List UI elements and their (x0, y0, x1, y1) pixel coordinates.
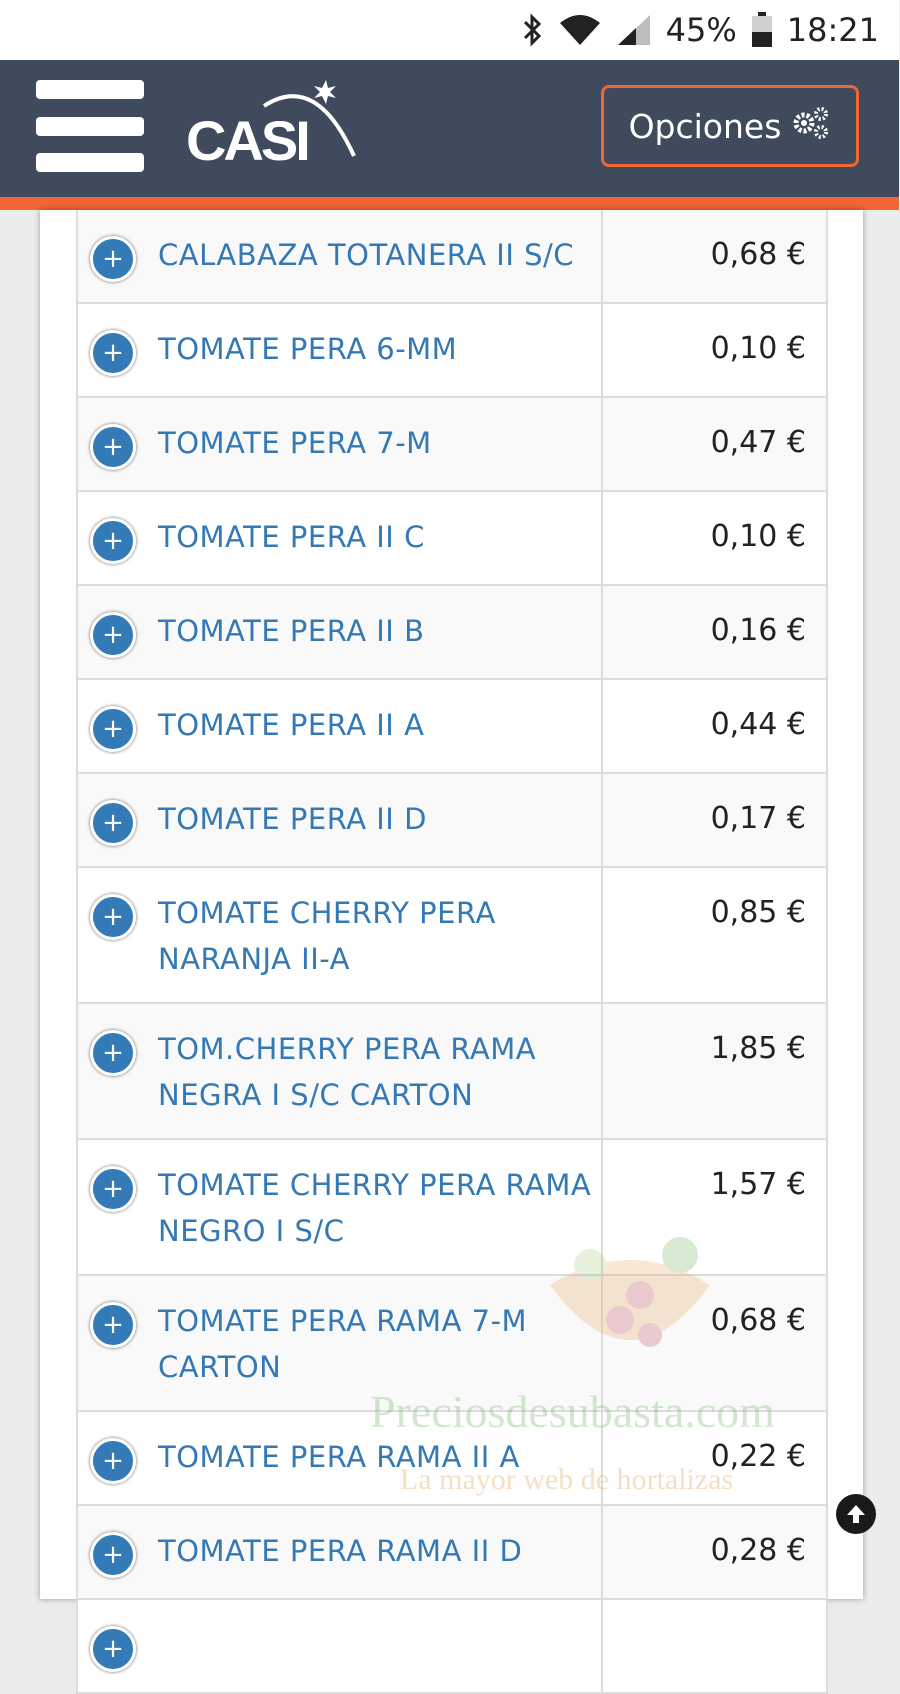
expand-plus-icon[interactable]: + (90, 1302, 136, 1348)
product-cell (78, 1004, 603, 1138)
hamburger-icon (36, 80, 144, 99)
product-cell (78, 1412, 603, 1504)
product-price: 1,57 € (710, 1167, 806, 1202)
product-name[interactable]: TOMATE PERA RAMA II A (158, 1440, 520, 1474)
table-row[interactable] (78, 492, 826, 586)
expand-plus-icon[interactable]: + (90, 1166, 136, 1212)
clock: 18:21 (786, 11, 879, 49)
table-row[interactable] (78, 304, 826, 398)
watermark-site: Preciosdesubasta.com (370, 1386, 775, 1437)
product-cell (78, 1600, 603, 1692)
product-cell (78, 398, 603, 490)
price-card (40, 210, 863, 1664)
menu-button[interactable] (36, 80, 144, 172)
status-bar (0, 0, 899, 60)
product-name[interactable]: TOMATE PERA II C (158, 520, 425, 554)
product-price: 0,68 € (710, 237, 806, 272)
battery-icon (751, 12, 773, 48)
product-cell (78, 1276, 603, 1410)
price-table (76, 210, 828, 1694)
product-price: 0,47 € (710, 425, 806, 460)
product-price: 0,10 € (710, 331, 806, 366)
expand-plus-icon[interactable]: + (90, 330, 136, 376)
table-row[interactable] (78, 586, 826, 680)
table-row[interactable] (78, 1004, 826, 1140)
product-price: 0,16 € (710, 613, 806, 648)
product-price: 0,10 € (710, 519, 806, 554)
header-accent-stripe (0, 197, 899, 210)
expand-plus-icon[interactable]: + (90, 894, 136, 940)
product-cell (78, 586, 603, 678)
product-price: 0,68 € (710, 1303, 806, 1338)
expand-plus-icon[interactable]: + (90, 1532, 136, 1578)
expand-plus-icon[interactable]: + (90, 706, 136, 752)
table-row[interactable] (78, 774, 826, 868)
table-row[interactable] (78, 1506, 826, 1600)
product-name[interactable]: CALABAZA TOTANERA II S/C (158, 238, 575, 272)
arrow-up-circle-icon (844, 1502, 868, 1526)
expand-plus-icon[interactable]: + (90, 1626, 136, 1672)
watermark-tagline: La mayor web de hortalizas (400, 1463, 734, 1496)
expand-plus-icon[interactable]: + (90, 518, 136, 564)
casi-logo[interactable] (186, 78, 366, 170)
product-cell (78, 304, 603, 396)
product-name[interactable]: TOMATE PERA RAMA II D (158, 1534, 523, 1568)
product-price: 0,17 € (710, 801, 806, 836)
product-cell (78, 680, 603, 772)
expand-plus-icon[interactable]: + (90, 236, 136, 282)
gears-icon (791, 105, 831, 147)
product-price: 0,28 € (710, 1533, 806, 1568)
product-name[interactable]: TOMATE PERA II B (158, 614, 425, 648)
product-price: 0,44 € (710, 707, 806, 742)
table-row[interactable] (78, 210, 826, 304)
product-name[interactable]: TOMATE CHERRY PERA RAMA NEGRO I S/C (158, 1168, 592, 1248)
table-row[interactable] (78, 1412, 826, 1506)
expand-plus-icon[interactable]: + (90, 800, 136, 846)
product-cell (78, 868, 603, 1002)
product-cell (78, 1506, 603, 1598)
table-row[interactable] (78, 1276, 826, 1412)
options-button[interactable] (601, 85, 859, 167)
table-row[interactable] (78, 398, 826, 492)
product-cell (78, 774, 603, 866)
logo-text: CASI (186, 109, 308, 172)
signal-icon (616, 13, 652, 47)
product-name[interactable]: TOMATE PERA 7-M (158, 426, 432, 460)
product-price (603, 1600, 826, 1692)
wifi-icon (558, 13, 602, 47)
table-row[interactable] (78, 680, 826, 774)
product-cell (78, 1140, 603, 1274)
product-name[interactable]: TOMATE CHERRY PERA NARANJA II-A (158, 896, 496, 976)
product-name[interactable]: TOMATE PERA RAMA 7-M CARTON (158, 1304, 528, 1384)
expand-plus-icon[interactable]: + (90, 612, 136, 658)
product-cell (78, 210, 603, 302)
product-cell (78, 492, 603, 584)
product-name[interactable]: TOMATE PERA II A (158, 708, 425, 742)
product-price: 0,22 € (710, 1439, 806, 1474)
table-row[interactable] (78, 868, 826, 1004)
product-name[interactable]: TOMATE PERA II D (158, 802, 427, 836)
table-row[interactable] (78, 1140, 826, 1276)
options-label: Opciones (628, 106, 782, 146)
expand-plus-icon[interactable]: + (90, 1438, 136, 1484)
battery-percent: 45% (665, 11, 737, 49)
product-name[interactable]: TOMATE PERA 6-MM (158, 332, 458, 366)
product-name[interactable]: TOM.CHERRY PERA RAMA NEGRA I S/C CARTON (158, 1032, 537, 1112)
status-icons (522, 0, 879, 60)
expand-plus-icon[interactable]: + (90, 1030, 136, 1076)
back-to-top-button[interactable] (836, 1494, 876, 1534)
bluetooth-icon (522, 13, 544, 47)
product-price: 1,85 € (710, 1031, 806, 1066)
product-price: 0,85 € (710, 895, 806, 930)
expand-plus-icon[interactable]: + (90, 424, 136, 470)
table-row[interactable] (78, 1600, 826, 1694)
